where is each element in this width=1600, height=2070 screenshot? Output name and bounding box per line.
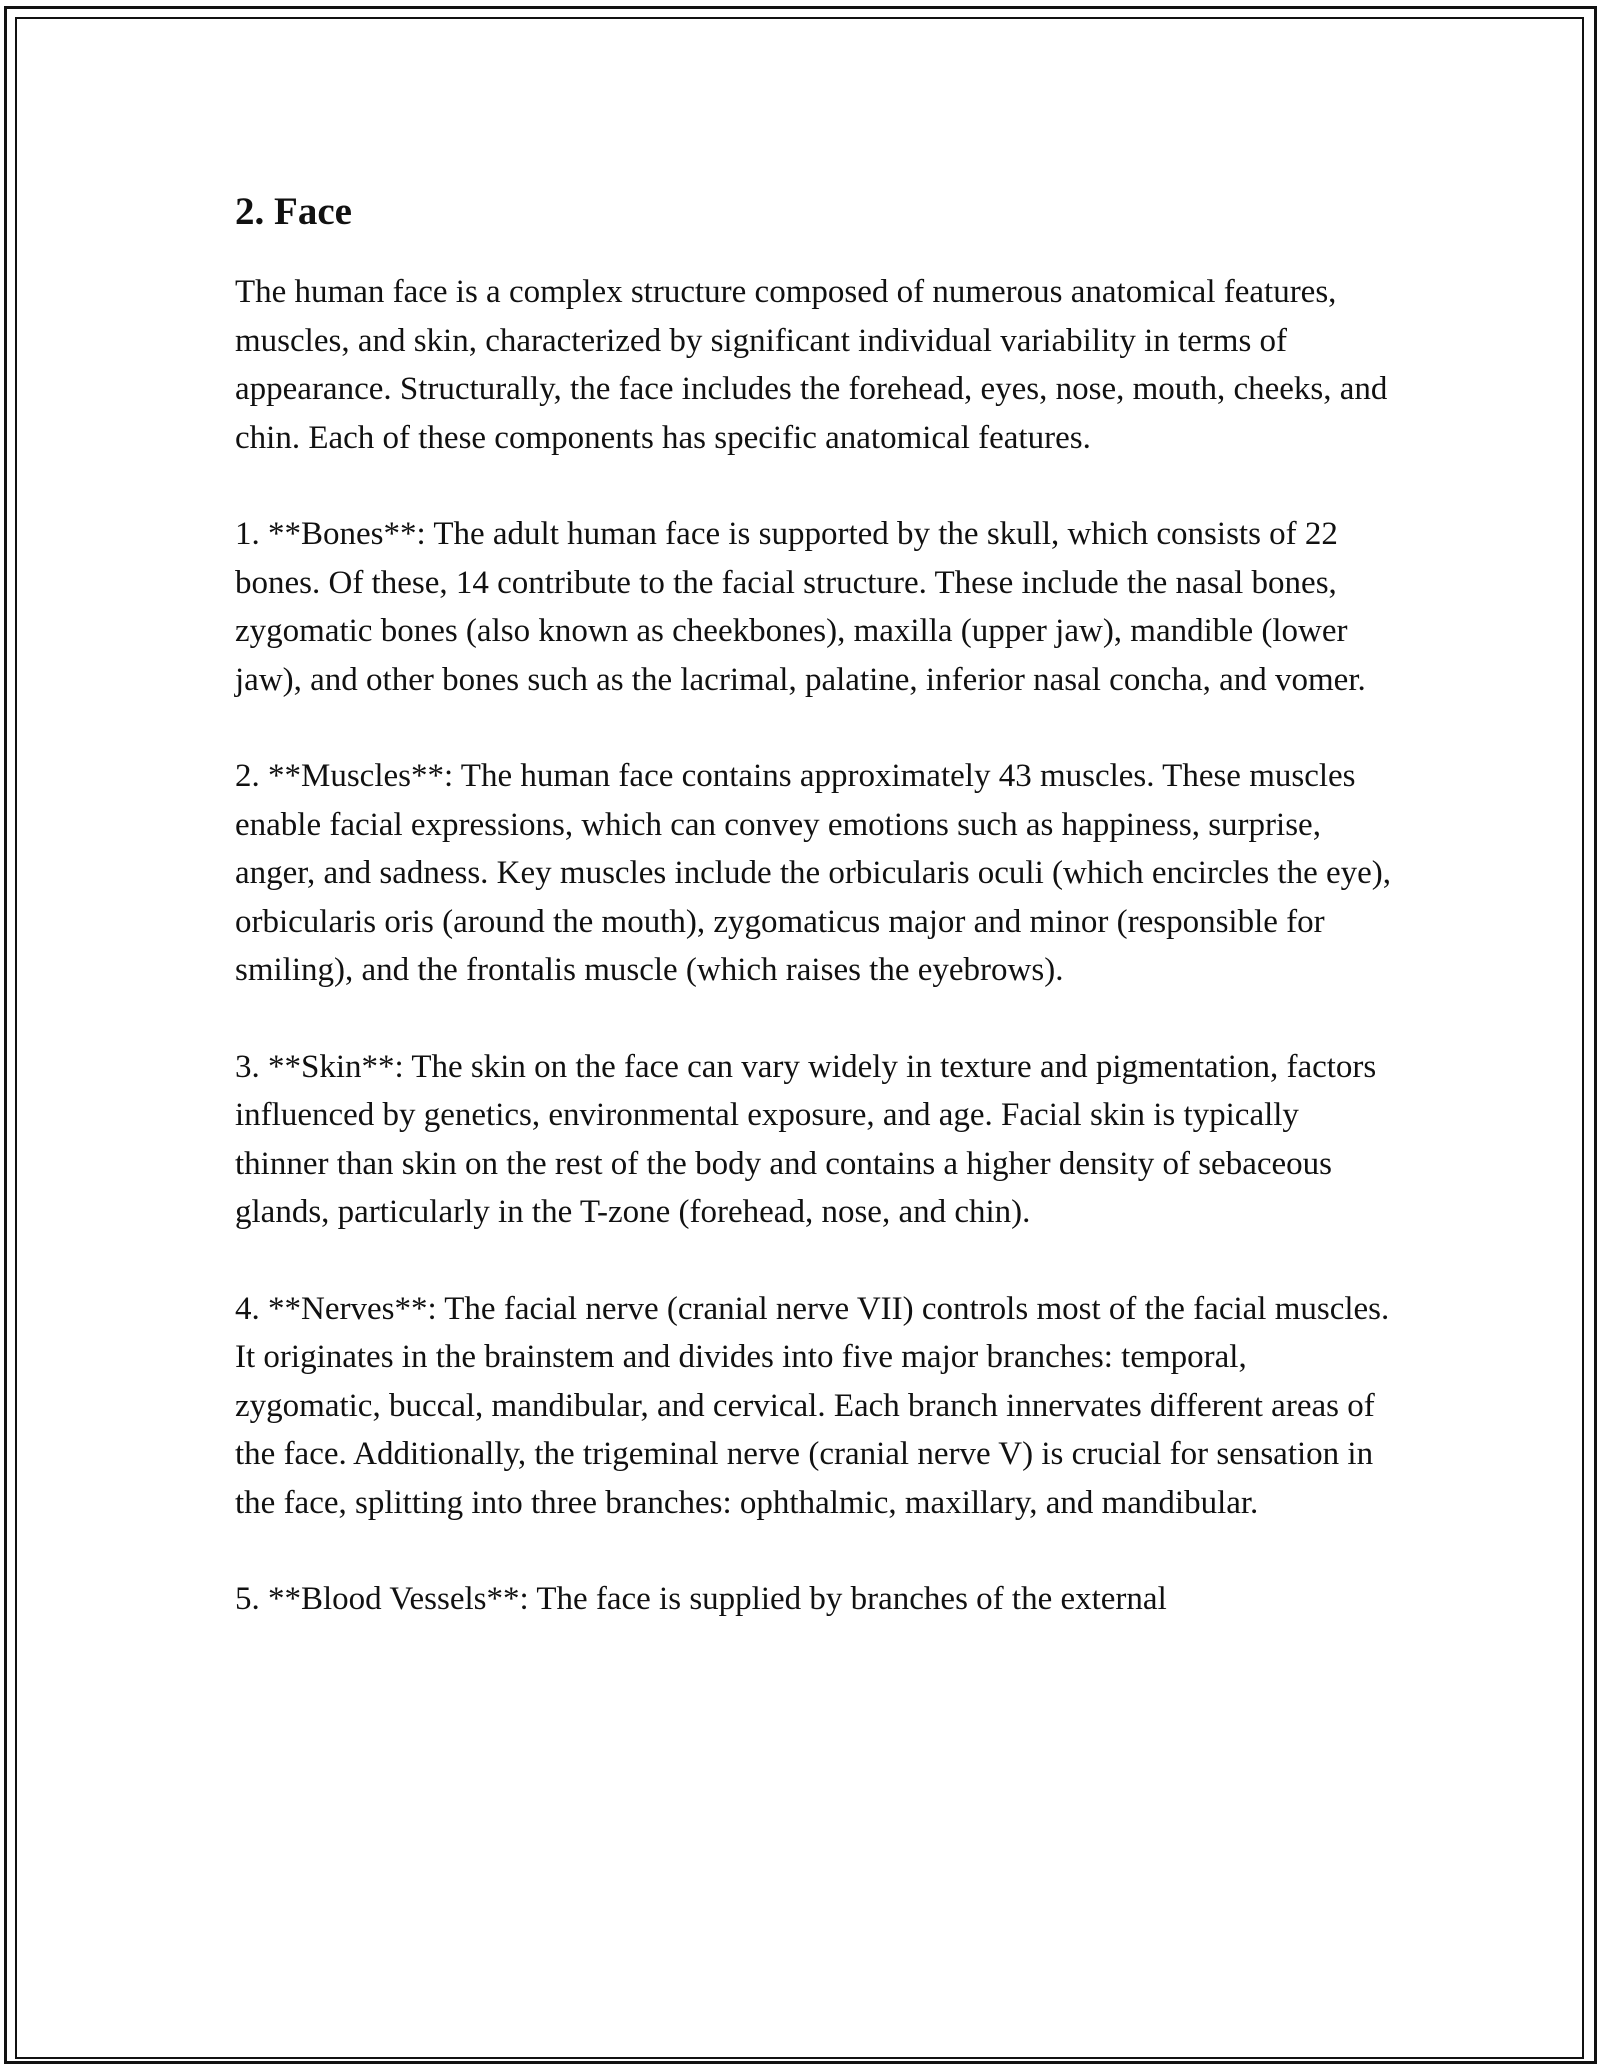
bones-paragraph: 1. **Bones**: The adult human face is supported by the skull, which consists of 22 bones. Of these, 14 contribute to the facial structure. These include the nasal bones, zygomatic bones (also known as cheekbones), maxilla (upper jaw), mandible (lower jaw), and other bones such as the lacrimal, palatine, inferior nasal concha, and vomer. <box>235 516 1366 698</box>
nerves-paragraph: 4. **Nerves**: The facial nerve (cranial nerve VII) controls most of the facial muscles. It originates in the brainstem and divides into five major branches: temporal, zygomatic, buccal, mandibular, and cervical. Each branch innervates different areas of the face. Additionally, the trigeminal nerve (cranial nerve V) is crucial for sensation in the face, splitting into three branches: ophthalmic, maxillary, and mandibular. <box>235 1290 1390 1521</box>
muscles-paragraph: 2. **Muscles**: The human face contains approximately 43 muscles. These muscles enable facial expressions, which can convey emotions such as happiness, surprise, anger, and sadness. Key muscles include the orbicularis oculi (which encircles the eye), orbicularis oris (around the mouth), zygomaticus major and minor (responsible for smiling), and the frontalis muscle (which raises the eyebrows). <box>235 758 1392 988</box>
skin-paragraph: 3. **Skin**: The skin on the face can vary widely in texture and pigmentation, factors influenced by genetics, environmental exposure, and age. Facial skin is typically thinner than skin on the rest of the body and contains a higher density of sebaceous glands, particularly in the T-zone (forehead, nose, and chin). <box>235 1048 1377 1230</box>
blood-vessels-paragraph: 5. **Blood Vessels**: The face is supplied by branches of the external <box>235 1581 1167 1617</box>
section-title: 2. Face <box>235 190 352 233</box>
intro-paragraph: The human face is a complex structure composed of numerous anatomical features, muscles, and skin, characterized by significant individual variability in terms of appearance. Structurally, the face includes the forehead, eyes, nose, mouth, cheeks, and chin. Each of these components has specific anatomical features. <box>235 274 1388 456</box>
document-body <box>235 184 1395 1672</box>
